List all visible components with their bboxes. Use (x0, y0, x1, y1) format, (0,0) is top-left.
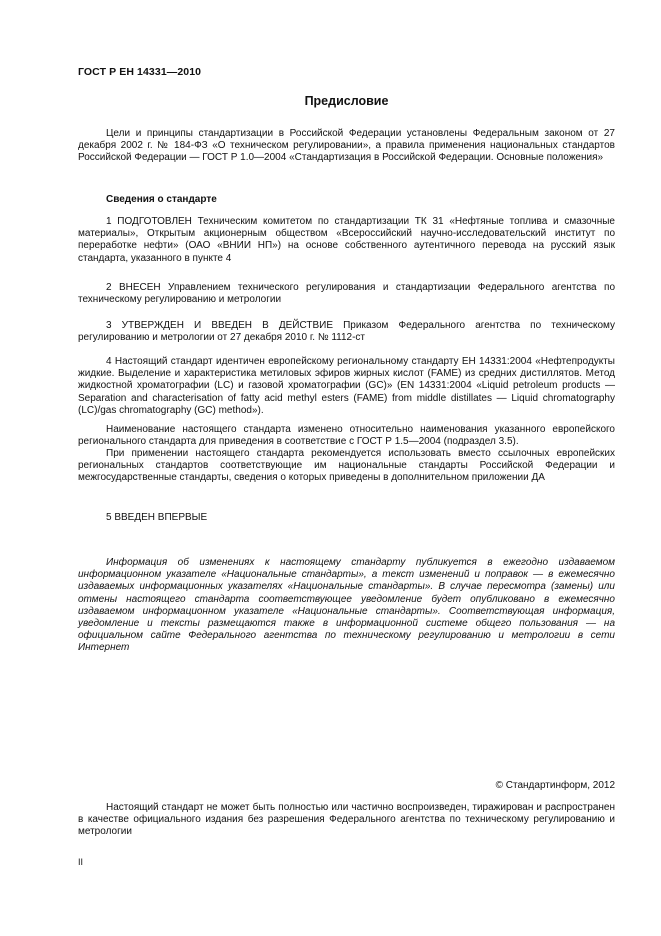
item-4-paragraph: 4 Настоящий стандарт идентичен европейскому региональному стандарту ЕН 14331:2004 «Нефтепродукты жидкие. Выделение и характеристика метиловых эфиров жирных кислот (FAME) из средних дистиллятов. Метод жидкостной хроматографии (LC) и газовой хроматографии (GC)» (EN 14331:2004 «Liquid petroleum products — Separation and characterisation of fatty acid methyl esters (FAME) from middle distillates — Liquid chromatography (LC)/gas chromatography (GC) method»). (78, 356, 615, 416)
item-4-name-change-paragraph: Наименование настоящего стандарта изменено относительно наименования указанного европейского регионального стандарта для приведения в соответствие с ГОСТ Р 1.5—2004 (подраздел 3.5). (78, 424, 615, 448)
item-3-paragraph: 3 УТВЕРЖДЕН И ВВЕДЕН В ДЕЙСТВИЕ Приказом Федерального агентства по техническому регулированию и метрологии от 27 декабря 2010 г. № 1112-ст (78, 320, 615, 344)
page-title: Предисловие (304, 94, 389, 108)
document-header: ГОСТ Р ЕН 14331—2010 (78, 66, 202, 78)
item-2-paragraph: 2 ВНЕСЕН Управлением технического регулирования и стандартизации Федерального агентства по техническому регулированию и метрологии (78, 282, 615, 306)
reproduction-notice: Настоящий стандарт не может быть полностью или частично воспроизведен, тиражирован и распространен в качестве официального издания без разрешения Федерального агентства по техническому регулированию и метрологии (78, 802, 615, 838)
item-1-paragraph: 1 ПОДГОТОВЛЕН Техническим комитетом по стандартизации ТК 31 «Нефтяные топлива и смазочные материалы», Открытым акционерным обществом «Всероссийский научно-исследовательский институт по переработке нефти» (ОАО «ВНИИ НП») на основе собственного аутентичного перевода на русский язык стандарта, указанного в пункте 4 (78, 216, 615, 264)
amendments-notice: Информация об изменениях к настоящему стандарту публикуется в ежегодно издаваемом информационном указателе «Национальные стандарты», а текст изменений и поправок — в ежемесячно издаваемых информационных указателях «Национальные стандарты». В случае пересмотра (замены) или отмены настоящего стандарта соответствующее уведомление будет опубликовано в ежемесячно издаваемом информационном указателе «Национальные стандарты». Соответствующая информация, уведомление и тексты размещаются также в информационной системе общего пользования — на официальном сайте Федерального агентства по техническому регулированию и метрологии в сети Интернет (78, 557, 615, 654)
intro-paragraph: Цели и принципы стандартизации в Российской Федерации установлены Федеральным законом от 27 декабря 2002 г. № 184-ФЗ «О техническом регулировании», а правила применения национальных стандартов Российской Федерации — ГОСТ Р 1.0—2004 «Стандартизация в Российской Федерации. Основные положения» (78, 128, 615, 164)
copyright-notice: © Стандартинформ, 2012 (495, 780, 615, 791)
item-5-paragraph: 5 ВВЕДЕН ВПЕРВЫЕ (106, 512, 208, 523)
item-4-references-paragraph: При применении настоящего стандарта рекомендуется использовать вместо ссылочных европейских региональных стандартов соответствующие им национальные стандарты Российской Федерации и межгосударственные стандарты, сведения о которых приведены в дополнительном приложении ДА (78, 448, 615, 484)
section-heading: Сведения о стандарте (106, 194, 217, 205)
page-number: II (78, 857, 84, 867)
